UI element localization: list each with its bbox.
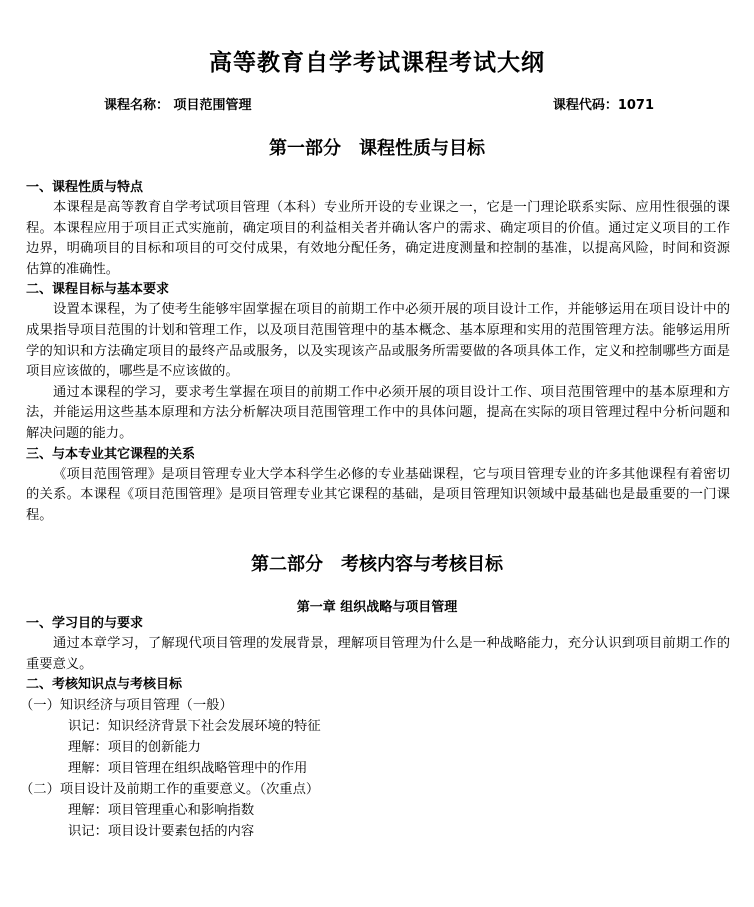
knowledge-item: 理解：项目的创新能力: [68, 740, 201, 756]
knowledge-point: （一）知识经济与项目管理（一般）: [20, 698, 233, 714]
knowledge-item: 理解：项目管理重心和影响指数: [68, 803, 255, 819]
part2-body: [20, 614, 730, 842]
paragraph: 通过本章学习，了解现代项目管理的发展背景，理解项目管理为什么是一种战略能力，充分认识到项目前期工作的重要意义。: [26, 636, 730, 672]
part2-heading: [0, 550, 754, 576]
section-heading: 二、考核知识点与考核目标: [26, 677, 183, 693]
paragraph: 通过本课程的学习，要求考生掌握在项目的前期工作中必须开展的项目设计工作、项目范围管理中的基本原理和方法，并能运用这些基本原理和方法分析解决项目范围管理工作中的具体问题，提高在实际的项目管理过程中分析问题和解决问题的能力。: [26, 384, 730, 441]
course-code: 课程代码：1071: [552, 98, 654, 113]
part2-heading-number: 第二部分: [251, 554, 323, 575]
chapter-heading: 第一章 组织战略与项目管理: [296, 600, 458, 615]
knowledge-item: 识记：知识经济背景下社会发展环境的特征: [68, 719, 321, 735]
part1-heading-number: 第一部分: [269, 138, 341, 159]
section-heading: 二、课程目标与基本要求: [26, 282, 170, 298]
part2-heading-text: 考核内容与考核目标: [341, 554, 503, 575]
section-heading: 三、与本专业其它课程的关系: [26, 446, 196, 462]
document-title: 高等教育自学考试课程考试大纲: [209, 50, 545, 76]
paragraph: 《项目范围管理》是项目管理专业大学本科学生必修的专业基础课程，它与项目管理专业的许多其他课程有着密切的关系。本课程《项目范围管理》是项目管理专业其它课程的基础，是项目管理知识领域中最基础也是最重要的一门课程。: [26, 466, 730, 523]
part1-body: [26, 178, 730, 526]
paragraph: 本课程是高等教育自学考试项目管理（本科）专业所开设的专业课之一，它是一门理论联系实际、应用性很强的课程。本课程应用于项目正式实施前，确定项目的利益相关者并确认客户的需求、确定项目的价值。通过定义项目的工作边界，明确项目的目标和项目的可交付成果，有效地分配任务，确定进度测量和控制的基准，以提高风险，时间和资源估算的准确性。: [26, 200, 730, 277]
paragraph: 设置本课程，为了使考生能够牢固掌握在项目的前期工作中必须开展的项目设计工作，并能够运用在项目设计中的成果指导项目范围的计划和管理工作，以及项目范围管理中的基本概念、基本原理和实用的范围管理方法。能够运用所学的知识和方法确定项目的最终产品或服务，以及实现该产品或服务所需要做的各项具体工作，定义和控制哪些方面是项目应该做的，哪些是不应该做的。: [26, 302, 730, 380]
section-heading: 一、学习目的与要求: [26, 616, 144, 631]
knowledge-item: 理解：项目管理在组织战略管理中的作用: [68, 761, 308, 777]
course-name: 课程名称： 项目范围管理: [104, 98, 252, 113]
section-heading: 一、课程性质与特点: [26, 180, 144, 195]
knowledge-point: （二）项目设计及前期工作的重要意义。（次重点）: [20, 782, 320, 798]
part1-heading-text: 课程性质与目标: [359, 138, 485, 159]
knowledge-item: 识记：项目设计要素包括的内容: [68, 824, 255, 840]
part1-heading: [0, 134, 754, 160]
